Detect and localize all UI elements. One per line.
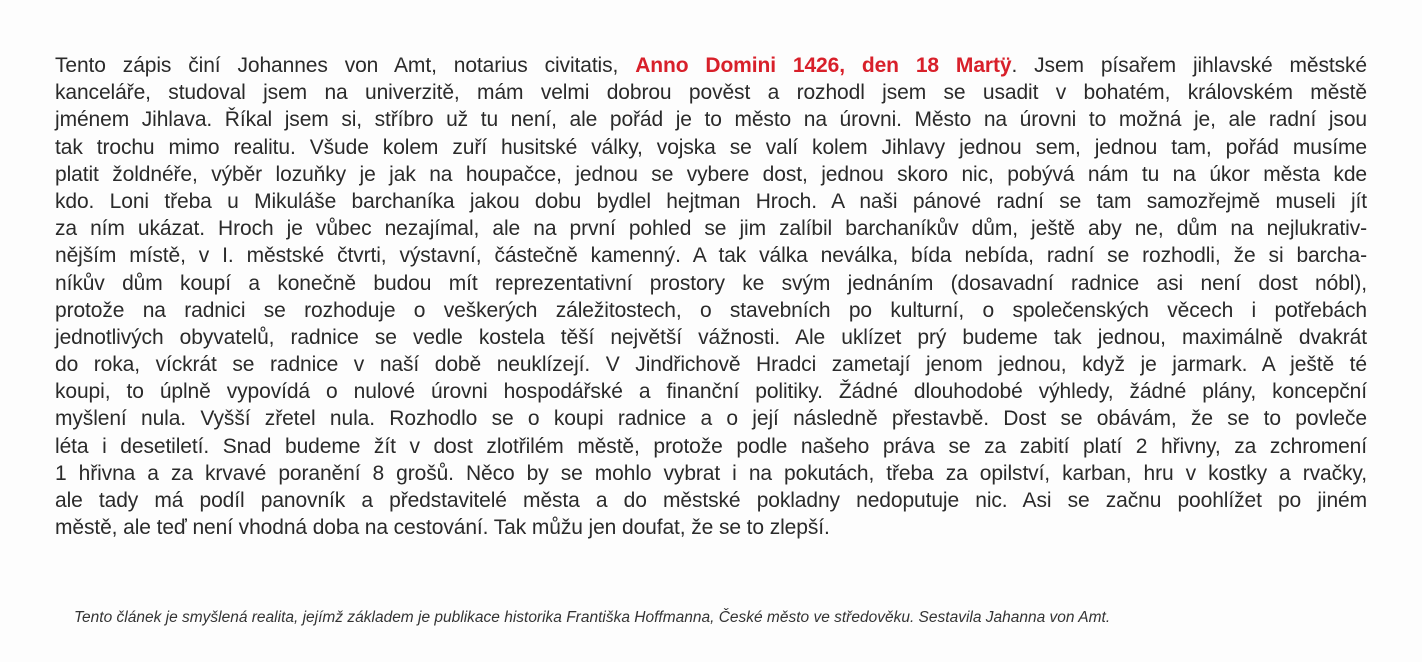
article-line-9: níkův dům koupí a konečně budou mít reprezentativní prostory ke svým jednáním (dosavadní radnice asi není dost nóbl), xyxy=(55,271,1367,295)
article-line-12: do roka, víckrát se radnice v naší době neuklízejí. V Jindřichově Hradci zametají jenom jednou, když je jarmark. A ještě té xyxy=(55,353,1367,377)
article-line-11: jednotlivých obyvatelů, radnice se vedle kostela těší největší vážnosti. Ale uklízet prý budeme tak jednou, maximálně dvakrát xyxy=(55,325,1367,349)
article-line-17: ale tady má podíl panovník a představitelé města a do městské pokladny nedoputuje nic. Asi se začnu poohlížet po jiném xyxy=(55,489,1367,512)
article-line-2: kanceláře, studoval jsem na univerzitě, mám velmi dobrou pověst a rozhodl jsem se usadit v bohatém, královském městě xyxy=(55,81,1367,105)
article-line-16: 1 hřivna a za krvavé poranění 8 grošů. Něco by se mohlo vybrat i na pokutách, třeba za opilství, karban, hru v kostky a rvačky, xyxy=(55,461,1367,485)
article-line-7: za ním ukázat. Hroch je vůbec nezajímal, ale na první pohled se jim zalíbil barchaníkův dům, ještě aby ne, dům na nejlukrativ- xyxy=(55,217,1367,241)
article-line-14: myšlení nula. Vyšší zřetel nula. Rozhodlo se o koupi radnice a o její následně přestavbě. Dost se obávám, že se to povleče xyxy=(55,407,1367,431)
article-line-3: jménem Jihlava. Říkal jsem si, stříbro už tu není, ale pořád je to město na úrovni. Město na úrovni to možná je, ale radní jsou xyxy=(55,108,1367,132)
article-line-6: kdo. Loni třeba u Mikuláše barchaníka jakou dobu bydlel hejtman Hroch. A naši pánové radní se tam samozřejmě museli jít xyxy=(55,189,1367,213)
date-highlight: Anno Domini 1426, den 18 Martÿ xyxy=(635,54,1012,77)
intro-text-continued: . Jsem písařem jihlavské městské xyxy=(1011,54,1367,77)
footnote: Tento článek je smyšlená realita, jejímž základem je publikace historika Františka Hoffmanna, České město ve středověku. Sestavila Jahanna von Amt. xyxy=(74,609,1111,626)
article-line-13: koupi, to úplně vypovídá o nulové úrovni hospodářské a finanční politiky. Žádné dlouhodobé výhledy, žádné plány, koncepční xyxy=(55,380,1367,404)
article-line-1 xyxy=(55,52,1367,79)
intro-text: Tento zápis činí Johannes von Amt, notarius civitatis, xyxy=(55,54,636,77)
article-line-18: městě, ale teď není vhodná doba na cestování. Tak můžu jen doufat, že se to zlepší. xyxy=(55,516,830,540)
article-line-10: protože na radnici se rozhoduje o veškerých záležitostech, o stavebních po kulturní, o společenských věcech i potřebách xyxy=(55,298,1367,322)
article-body xyxy=(55,52,1367,541)
article-line-15: léta i desetiletí. Snad budeme žít v dost zlotřilém městě, protože podle našeho práva se za zabití platí 2 hřivny, za zchromení xyxy=(55,434,1367,458)
article-line-4: tak trochu mimo realitu. Všude kolem zuří husitské války, vojska se valí kolem Jihlavy jednou sem, jednou tam, pořád musíme xyxy=(55,135,1367,159)
article-line-8: nějším místě, v I. městské čtvrti, výstavní, částečně kamenný. A tak válka neválka, bída nebída, radní se rozhodli, že si barcha- xyxy=(55,244,1367,268)
article-line-5: platit žoldnéře, výběr lozuňky je jak na houpačce, jednou se vybere dost, jednou skoro nic, pobývá nám tu na úkor města kde xyxy=(55,162,1367,186)
article-paragraph xyxy=(55,52,1367,541)
